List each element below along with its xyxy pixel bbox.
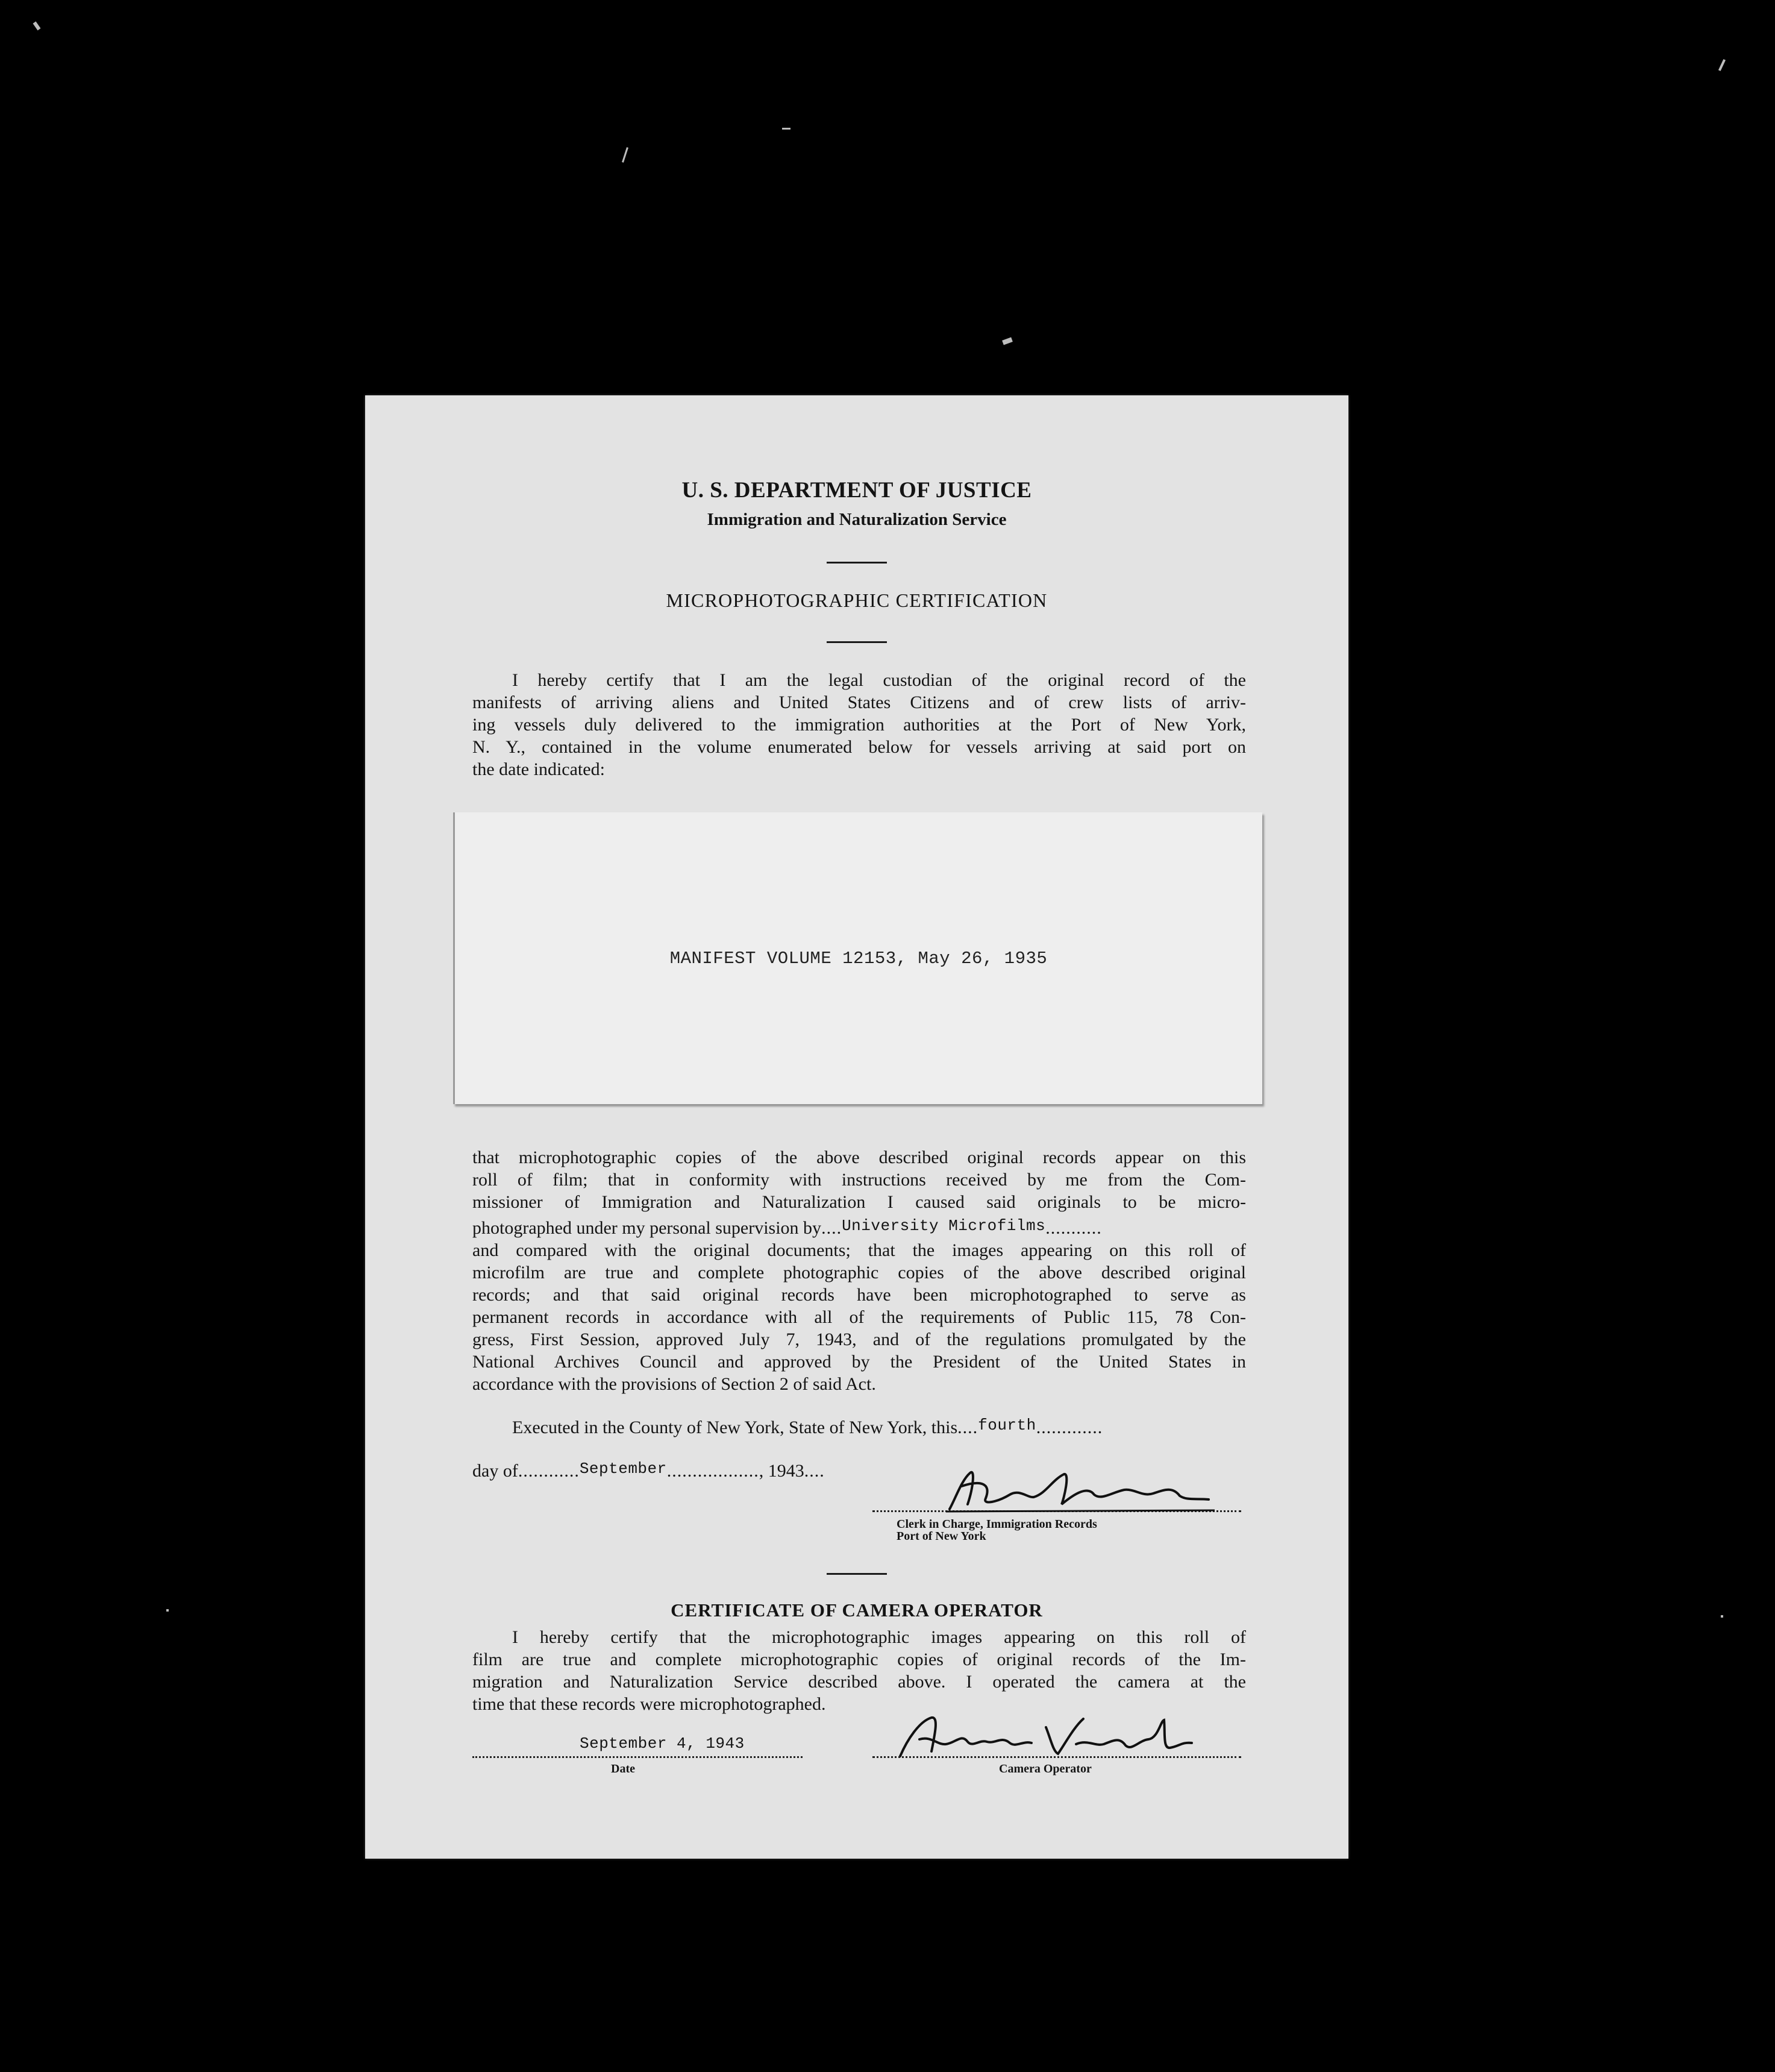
camera-operator-label: Camera Operator	[999, 1762, 1092, 1775]
service-subheading: Immigration and Naturalization Service	[707, 510, 1007, 529]
camera-operator-signature	[895, 1709, 1197, 1763]
executed-line: Executed in the County of New York, State of New York, this....fourth.............	[512, 1416, 1103, 1437]
intro-line: manifests of arriving aliens and United States Citizens and of crew lists of arriv-	[472, 692, 1246, 712]
clerk-port: Port of New York	[897, 1530, 986, 1543]
executed-month: September	[579, 1460, 667, 1478]
body-line: that microphotographic copies of the above described original records appear on this	[472, 1147, 1246, 1167]
divider	[827, 562, 887, 564]
film-speck	[1002, 337, 1013, 345]
camera-line: migration and Naturalization Service described above. I operated the camera at the	[472, 1672, 1246, 1692]
certificate-page	[365, 395, 1348, 1859]
intro-line: I hereby certify that I am the legal custodian of the original record of the	[512, 670, 1246, 690]
film-speck	[1721, 1615, 1723, 1618]
camera-date-value: September 4, 1943	[580, 1735, 745, 1753]
body-line: permanent records in accordance with all of the requirements of Public 115, 78 Con-	[472, 1307, 1246, 1327]
divider	[827, 1573, 887, 1575]
divider	[827, 641, 887, 643]
body-line: gress, First Session, approved July 7, 1943, and of the regulations promulgated by the	[472, 1330, 1246, 1349]
camera-certificate-title: CERTIFICATE OF CAMERA OPERATOR	[671, 1600, 1043, 1621]
clerk-title: Clerk in Charge, Immigration Records	[897, 1518, 1097, 1531]
body-line: roll of film; that in conformity with instructions received by me from the Com-	[472, 1170, 1246, 1190]
film-speck	[782, 128, 790, 130]
intro-paragraph	[472, 669, 1246, 780]
camera-line: time that these records were microphotographed.	[472, 1694, 826, 1714]
executed-year: , 1943	[759, 1461, 804, 1481]
camera-operator-line	[872, 1756, 1241, 1758]
executed-day: fourth	[978, 1416, 1036, 1434]
camera-line: I hereby certify that the microphotographic images appearing on this roll of	[512, 1627, 1246, 1647]
manifest-card	[453, 812, 1262, 1104]
body-line: records; and that said original records have been microphotographed to serve as	[472, 1285, 1246, 1305]
date-label: Date	[611, 1762, 635, 1775]
day-of-line: day of............September.................., 1943....	[472, 1460, 825, 1481]
body-line: microfilm are true and complete photographic copies of the above described original	[472, 1263, 1246, 1282]
film-speck	[1718, 59, 1726, 71]
body-line: National Archives Council and approved by the President of the United States in	[472, 1352, 1246, 1372]
intro-line: N. Y., contained in the volume enumerated below for vessels arriving at said port on	[472, 737, 1246, 757]
supervision-line: photographed under my personal supervision by....University Microfilms...........	[472, 1217, 1102, 1238]
department-heading: U. S. DEPARTMENT OF JUSTICE	[681, 478, 1032, 503]
camera-paragraph	[472, 1626, 1246, 1715]
body-line: accordance with the provisions of Section 2 of said Act.	[472, 1374, 876, 1394]
certification-body	[472, 1146, 1246, 1395]
intro-line: ing vessels duly delivered to the immigration authorities at the Port of New York,	[472, 715, 1246, 735]
film-speck	[622, 147, 628, 163]
intro-line: the date indicated:	[472, 759, 605, 779]
certification-title: MICROPHOTOGRAPHIC CERTIFICATION	[666, 589, 1048, 611]
body-line: missioner of Immigration and Naturalization I caused said originals to be micro-	[472, 1192, 1246, 1212]
body-line: and compared with the original documents; that the images appearing on this roll of	[472, 1240, 1246, 1260]
supervision-prefix: photographed under my personal supervision by	[472, 1218, 822, 1238]
manifest-volume-label: MANIFEST VOLUME 12153, May 26, 1935	[669, 949, 1048, 969]
clerk-signature	[944, 1462, 1221, 1516]
camera-line: film are true and complete microphotographic copies of original records of the Im-	[472, 1650, 1246, 1669]
day-of-prefix: day of	[472, 1461, 518, 1481]
executed-prefix: Executed in the County of New York, State of New York, this	[512, 1417, 958, 1437]
supervision-name: University Microfilms	[842, 1217, 1046, 1235]
date-line	[472, 1756, 803, 1758]
film-speck	[166, 1609, 169, 1612]
film-speck	[33, 22, 41, 31]
